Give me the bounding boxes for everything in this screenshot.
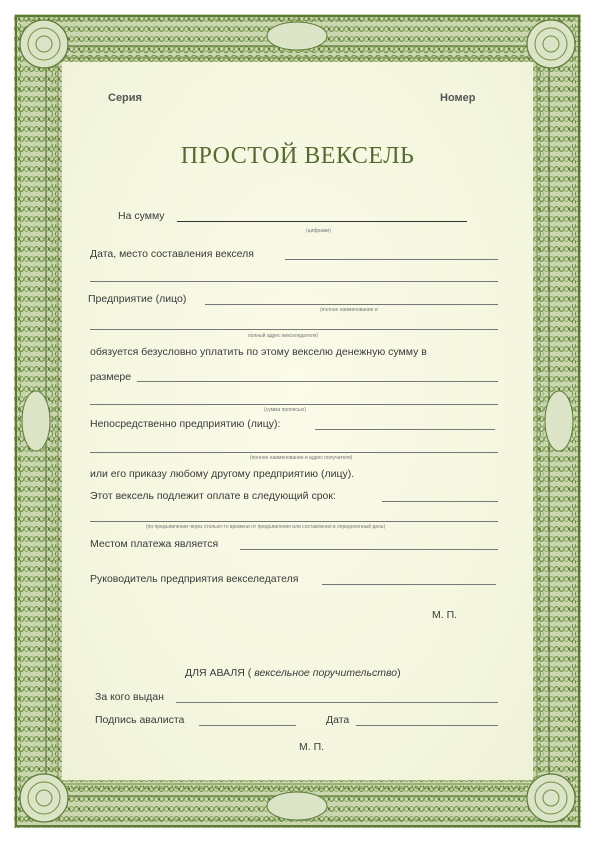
- payee-line: [90, 452, 498, 453]
- due-caption: (по предъявлении через столько-то времени от предъявления или составления в определенный день): [146, 524, 386, 530]
- number-label: Номер: [440, 92, 476, 104]
- aval-heading-italic: вексельное поручительство: [254, 667, 398, 679]
- head-signature-line: [322, 584, 496, 585]
- amount-size-label: размере: [90, 371, 132, 383]
- aval-heading: [185, 667, 401, 679]
- direct-enterprise-label: Непосредственно предприятию (лицу):: [90, 418, 281, 430]
- enterprise-address-caption: полный адрес векселедателя): [248, 333, 319, 339]
- for-whom-line: [176, 702, 498, 703]
- head-label: Руководитель предприятия векселедателя: [90, 573, 299, 585]
- aval-date-line: [356, 725, 498, 726]
- aval-date-label: Дата: [326, 714, 350, 726]
- enterprise-label: Предприятие (лицо): [88, 293, 187, 305]
- aval-signature-label: Подпись авалиста: [95, 714, 185, 726]
- aval-heading-close: ): [397, 667, 401, 679]
- page-title: ПРОСТОЙ ВЕКСЕЛЬ: [180, 143, 415, 169]
- aval-seal-label: М. П.: [299, 741, 325, 753]
- direct-enterprise-line: [315, 429, 495, 430]
- due-line-2: [90, 521, 498, 522]
- aval-heading-text: ДЛЯ АВАЛЯ (: [185, 667, 252, 679]
- amount-words-caption: (сумма прописью): [264, 407, 306, 413]
- date-place-line-2: [90, 281, 498, 282]
- date-place-line: [285, 259, 498, 260]
- date-place-label: Дата, место составления векселя: [90, 248, 254, 260]
- amount-label: На сумму: [118, 210, 165, 222]
- enterprise-caption: (полное наименование и: [320, 307, 378, 313]
- amount-line: [177, 221, 467, 222]
- enterprise-line: [205, 304, 498, 305]
- amount-size-line: [137, 381, 498, 382]
- amount-caption: (цифрами): [306, 228, 331, 234]
- payment-place-line: [240, 549, 498, 550]
- obligation-text: обязуется безусловно уплатить по этому векселю денежную сумму в: [90, 346, 427, 358]
- payee-caption: (полное наименование и адрес получателя): [250, 455, 353, 461]
- payment-place-label: Местом платежа является: [90, 538, 219, 550]
- for-whom-label: За кого выдан: [95, 691, 164, 703]
- or-order-text: или его приказу любому другому предприятию (лицу).: [90, 468, 355, 480]
- due-label: Этот вексель подлежит оплате в следующий срок:: [90, 490, 336, 502]
- enterprise-address-line: [90, 329, 498, 330]
- amount-words-line: [90, 404, 498, 405]
- due-line: [382, 501, 498, 502]
- aval-signature-line: [199, 725, 296, 726]
- seal-place-label: М. П.: [432, 609, 458, 621]
- series-label: Серия: [108, 92, 142, 104]
